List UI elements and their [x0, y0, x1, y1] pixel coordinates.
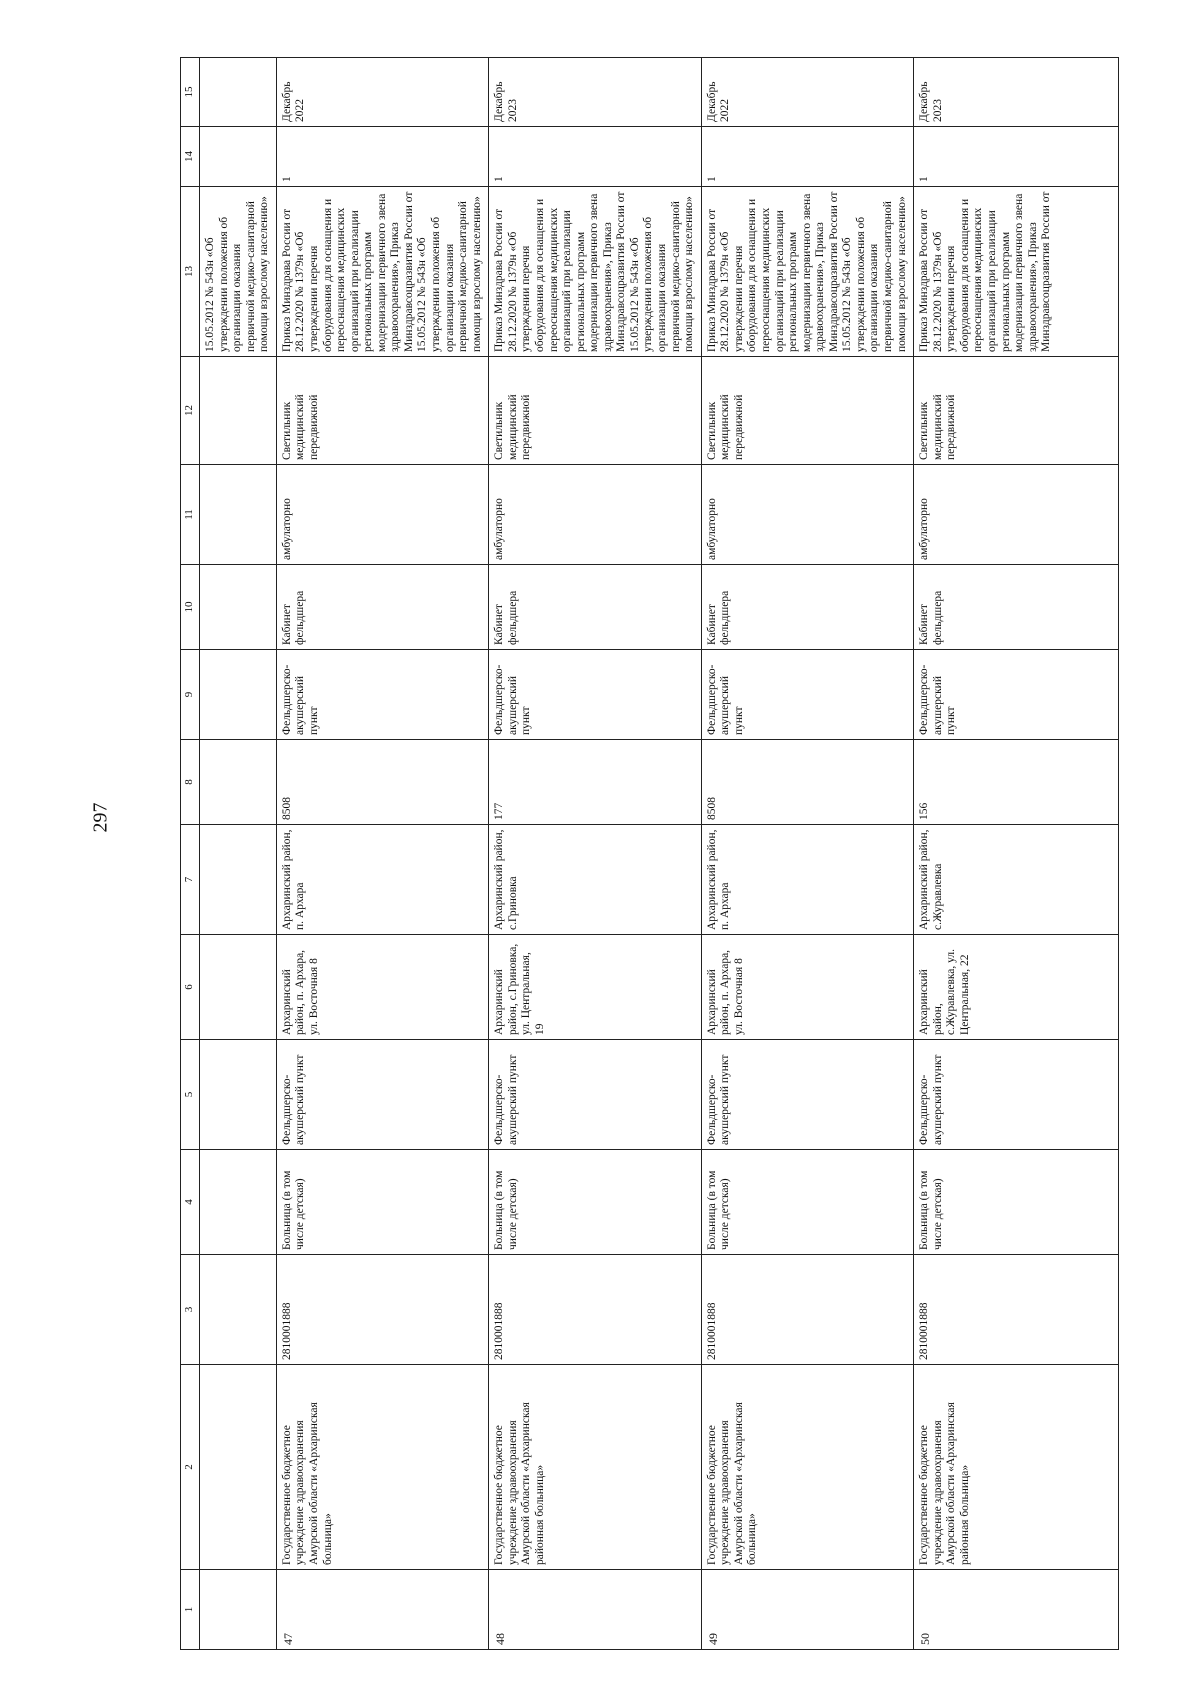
table-cell — [200, 58, 277, 127]
equipment-name: Светильник медицинский передвижной — [701, 357, 913, 465]
unit-address: Архаринский район, с.Гриновка, ул. Центральная, 19 — [489, 935, 701, 1040]
table-cell — [200, 825, 277, 935]
column-header: 8 — [181, 740, 200, 825]
column-header: 3 — [181, 1255, 200, 1365]
table-cell — [200, 1570, 277, 1650]
institution-code: 2810001888 — [489, 1255, 701, 1365]
institution-type: Больница (в том числе детская) — [701, 1150, 913, 1255]
column-header: 5 — [181, 1040, 200, 1150]
locality: Архаринский район, с.Гриновка — [489, 825, 701, 935]
table-cell — [200, 357, 277, 465]
quantity: 1 — [701, 127, 913, 187]
institution-code: 2810001888 — [701, 1255, 913, 1365]
column-header: 12 — [181, 357, 200, 465]
institution-code: 2810001888 — [276, 1255, 488, 1365]
table-cell — [200, 1040, 277, 1150]
deadline: Декабрь 2023 — [914, 58, 1119, 127]
unit-name: Фельдшерско-акушерский пункт — [489, 1040, 701, 1150]
unit-type: Фельдшерско-акушерский пункт — [489, 650, 701, 740]
care-form: амбулаторно — [489, 465, 701, 565]
equipment-table — [180, 57, 1119, 1650]
unit-type: Фельдшерско-акушерский пункт — [914, 650, 1119, 740]
table-cell — [200, 935, 277, 1040]
row-number: 49 — [701, 1570, 913, 1650]
room-name: Кабинет фельдшера — [276, 565, 488, 650]
table-row — [489, 58, 701, 1650]
legal-basis: Приказ Минздрава России от 28.12.2020 № 1379н «Об утверждении перечня оборудования для оснащения и переоснащения медицинских организаций при реализации региональных программ модернизации первичного звена здравоохранения», Приказ Минздравсоцразвития России от 15.05.2012 № 543н «Об утверждении положения об организации оказания первичной медико-санитарной помощи взрослому населению» — [276, 187, 488, 357]
population: 177 — [489, 740, 701, 825]
column-header: 14 — [181, 127, 200, 187]
equipment-name: Светильник медицинский передвижной — [489, 357, 701, 465]
locality: Архаринский район, п. Архара — [701, 825, 913, 935]
equipment-name: Светильник медицинский передвижной — [276, 357, 488, 465]
continuation-row — [200, 58, 277, 1650]
institution-code: 2810001888 — [914, 1255, 1119, 1365]
unit-address: Архаринский район, п. Архара, ул. Восточная 8 — [276, 935, 488, 1040]
column-header: 1 — [181, 1570, 200, 1650]
page-number — [86, 802, 116, 832]
column-header: 6 — [181, 935, 200, 1040]
table-cell — [200, 650, 277, 740]
unit-type: Фельдшерско-акушерский пункт — [276, 650, 488, 740]
unit-name: Фельдшерско-акушерский пункт — [276, 1040, 488, 1150]
table-cell — [200, 740, 277, 825]
equipment-name: Светильник медицинский передвижной — [914, 357, 1119, 465]
column-number-row — [181, 58, 200, 1650]
population: 156 — [914, 740, 1119, 825]
table-cell — [200, 1255, 277, 1365]
table-cell — [200, 1365, 277, 1570]
quantity: 1 — [489, 127, 701, 187]
quantity: 1 — [914, 127, 1119, 187]
unit-type: Фельдшерско-акушерский пункт — [701, 650, 913, 740]
deadline: Декабрь 2022 — [701, 58, 913, 127]
column-header: 11 — [181, 465, 200, 565]
table-cell — [200, 127, 277, 187]
room-name: Кабинет фельдшера — [701, 565, 913, 650]
care-form: амбулаторно — [701, 465, 913, 565]
basis-continuation: 15.05.2012 № 543н «Об утверждении положения об организации оказания первичной медико-санитарной помощи взрослому населению» — [200, 187, 277, 357]
room-name: Кабинет фельдшера — [914, 565, 1119, 650]
column-header: 2 — [181, 1365, 200, 1570]
table-cell — [200, 1150, 277, 1255]
table-region — [180, 58, 1108, 1650]
institution-name: Государственное бюджетное учреждение здравоохранения Амурской области «Архаринская больница» — [701, 1365, 913, 1570]
institution-type: Больница (в том числе детская) — [914, 1150, 1119, 1255]
column-header: 4 — [181, 1150, 200, 1255]
population: 8508 — [276, 740, 488, 825]
page-number-text: 297 — [89, 802, 112, 832]
row-number: 47 — [276, 1570, 488, 1650]
institution-name: Государственное бюджетное учреждение здравоохранения Амурской области «Архаринская районная больница» — [914, 1365, 1119, 1570]
institution-type: Больница (в том числе детская) — [489, 1150, 701, 1255]
quantity: 1 — [276, 127, 488, 187]
column-header: 13 — [181, 187, 200, 357]
table-row — [701, 58, 913, 1650]
unit-address: Архаринский район, п. Архара, ул. Восточная 8 — [701, 935, 913, 1040]
column-header: 15 — [181, 58, 200, 127]
table-cell — [200, 565, 277, 650]
row-number: 48 — [489, 1570, 701, 1650]
column-header: 9 — [181, 650, 200, 740]
unit-address: Архаринский район, с.Журавлевка, ул. Центральная, 22 — [914, 935, 1119, 1040]
row-number: 50 — [914, 1570, 1119, 1650]
table-cell — [200, 465, 277, 565]
room-name: Кабинет фельдшера — [489, 565, 701, 650]
legal-basis: Приказ Минздрава России от 28.12.2020 № 1379н «Об утверждении перечня оборудования для оснащения и переоснащения медицинских организаций при реализации региональных программ модернизации первичного звена здравоохранения», Приказ Минздравсоцразвития России от 15.05.2012 № 543н «Об утверждении положения об организации оказания первичной медико-санитарной помощи взрослому населению» — [701, 187, 913, 357]
column-header: 7 — [181, 825, 200, 935]
care-form: амбулаторно — [914, 465, 1119, 565]
table-row — [276, 58, 488, 1650]
table-row — [914, 58, 1119, 1650]
deadline: Декабрь 2023 — [489, 58, 701, 127]
population: 8508 — [701, 740, 913, 825]
locality: Архаринский район, с.Журавлевка — [914, 825, 1119, 935]
institution-name: Государственное бюджетное учреждение здравоохранения Амурской области «Архаринская больница» — [276, 1365, 488, 1570]
legal-basis: Приказ Минздрава России от 28.12.2020 № 1379н «Об утверждении перечня оборудования для оснащения и переоснащения медицинских организаций при реализации региональных программ модернизации первичного звена здравоохранения», Приказ Минздравсоцразвития России от 15.05.2012 № 543н «Об утверждении положения об организации оказания первичной медико-санитарной помощи взрослому населению» — [489, 187, 701, 357]
care-form: амбулаторно — [276, 465, 488, 565]
institution-type: Больница (в том числе детская) — [276, 1150, 488, 1255]
unit-name: Фельдшерско-акушерский пункт — [701, 1040, 913, 1150]
locality: Архаринский район, п. Архара — [276, 825, 488, 935]
unit-name: Фельдшерско-акушерский пункт — [914, 1040, 1119, 1150]
institution-name: Государственное бюджетное учреждение здравоохранения Амурской области «Архаринская районная больница» — [489, 1365, 701, 1570]
column-header: 10 — [181, 565, 200, 650]
deadline: Декабрь 2022 — [276, 58, 488, 127]
legal-basis: Приказ Минздрава России от 28.12.2020 № 1379н «Об утверждении перечня оборудования для оснащения и переоснащения медицинских организаций при реализации региональных программ модернизации первичного звена здравоохранения», Приказ Минздравсоцразвития России от — [914, 187, 1119, 357]
